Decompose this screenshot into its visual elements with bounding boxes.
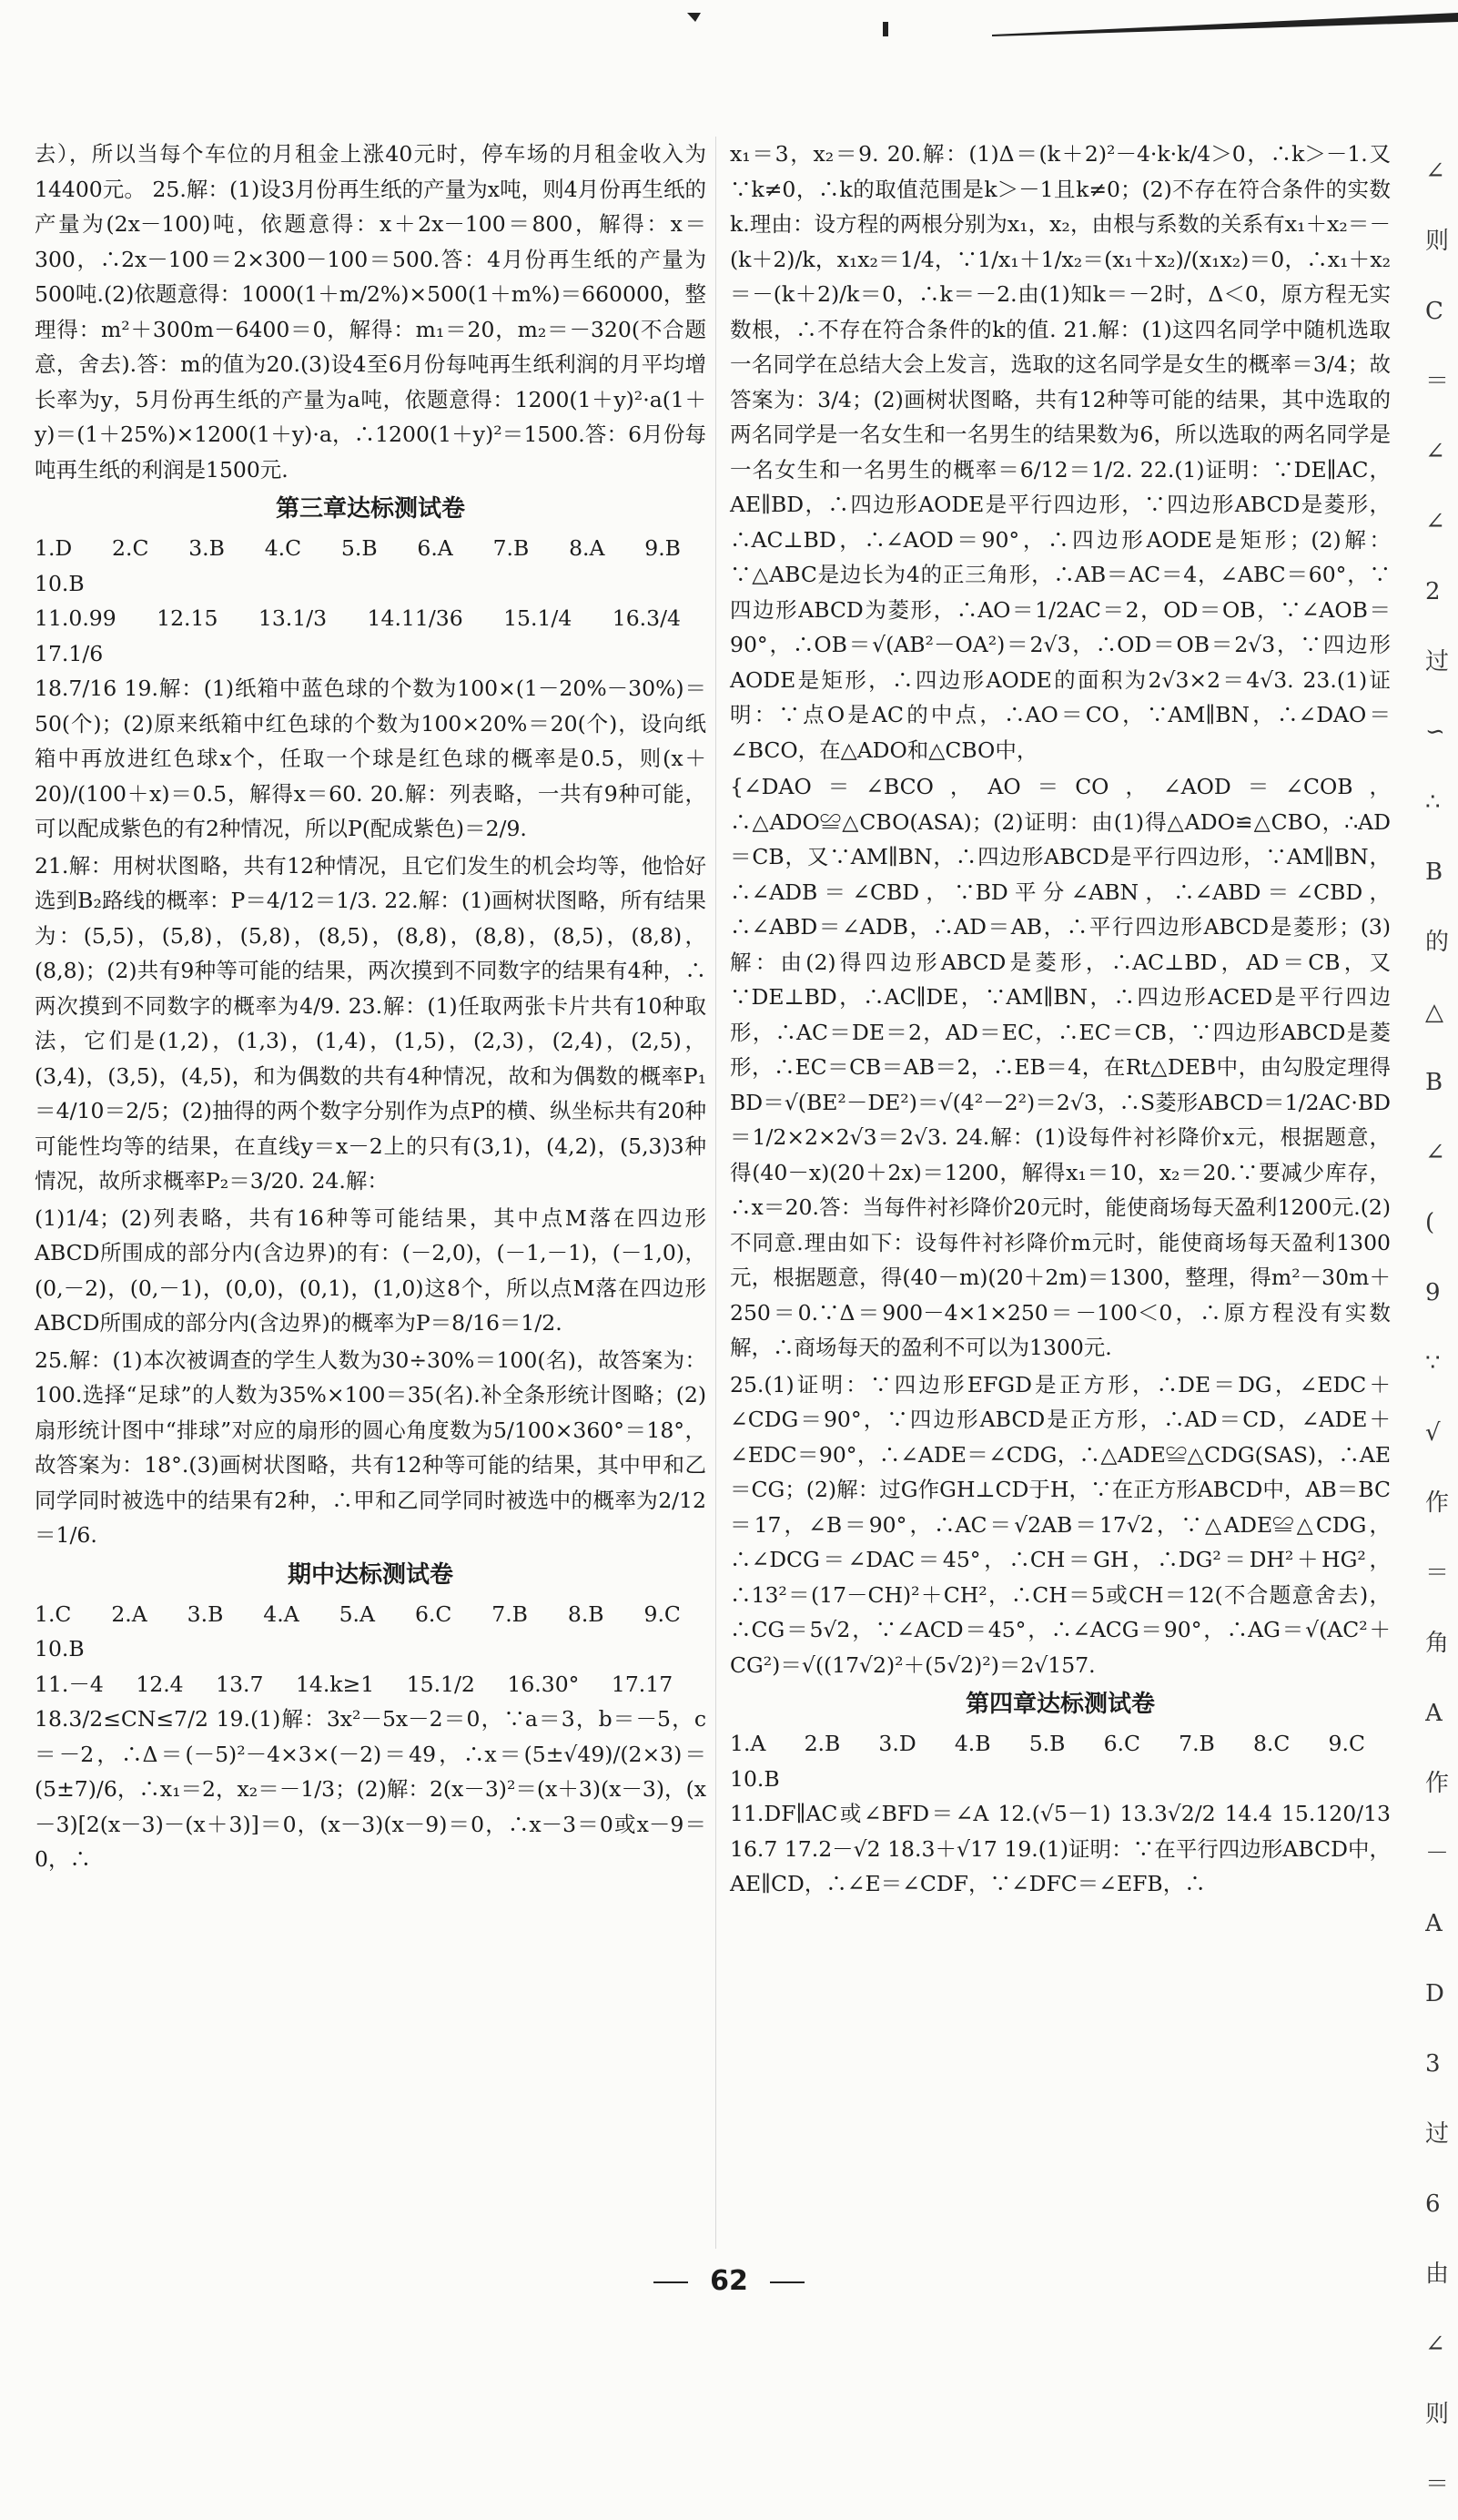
edge-glyph: ∠ [1425,508,1445,535]
edge-glyph: 过 [1425,648,1450,676]
cut-off-next-column [1425,137,1458,2520]
answer-item: 4.C [264,535,302,561]
answer-item: 15.1/2 [406,1671,475,1697]
answer-item: 8.A [569,535,605,561]
answer-item: 2.B [804,1731,841,1756]
column-divider [715,137,716,2249]
answer-item: 11.0.99 [35,605,116,631]
solution-text: {∠DAO＝∠BCO，AO＝CO，∠AOD＝∠COB，∴△ADO≌△CBO(ASA)；(2)证明：由(1)得△ADO≌△CBO，∴AD＝CB，又∵AM∥BN，∴四边形ABCD是平行四边形，∵AM∥BN，∴∠ADB＝∠CBD，∵BD平分∠ABN，∴∠ABD＝∠CBD，∴∠ABD＝∠ADB，∴AD＝AB，∴平行四边形ABCD是菱形；(3)解：由(2)得四边形ABCD是菱形，∴AC⊥BD，AD＝CB，又∵DE⊥BD，∴AC∥DE，∵AM∥BN，∴四边形ACED是平行四边形，∴AC＝DE＝2，AD＝EC，∴EC＝CB，∵四边形ABCD是菱形，∴EC＝CB＝AB＝2，∴EB＝4，在Rt△DEB中，由勾股定理得BD＝√(BE²－DE²)＝√(4²－2²)＝2√3，∴S菱形ABCD＝1/2AC·BD＝1/2×2×2√3＝2√3. 24.解：(1)设每件衬衫降价x元，根据题意，得(40－x)(20＋2x)＝1200，解得x₁＝10，x₂＝20.∵要减少库存，∴x＝20.答：当每件衬衫降价20元时，能使商场每天盈利1200元.(2)不同意.理由如下：设每件衬衫降价m元时，能使商场每天盈利1300元，根据题意，得(40－m)(20＋2m)＝1300，整理，得m²－30m＋250＝0.∵Δ＝900－4×1×250＝－100＜0，∴原方程没有实数解，∴商场每天的盈利不可以为1300元. [730,774,1391,1360]
edge-glyph: ＝ [1425,1560,1450,1587]
answer-item: 8.B [567,1600,604,1627]
solution-text: 25.解：(1)本次被调查的学生人数为30÷30%＝100(名)，故答案为：100.选择“足球”的人数为35%×100＝35(名).补全条形统计图略；(2)扇形统计图中“排球”对应的扇形的圆心角度数为5/100×360°＝18°，故答案为：18°.(3)画树状图略，共有12种等可能的结果，其中甲和乙同学同时被选中的结果有2种，∴甲和乙同学同时被选中的概率为2/12＝1/6. [35,1346,706,1548]
answer-item: 9.C [643,1600,681,1627]
section-title-chapter4: 第四章达标测试卷 [965,1691,1155,1718]
answer-item: 10.B [35,570,85,596]
answer-item: 1.C [35,1600,72,1627]
edge-glyph: － [1425,1840,1450,1867]
section-title-midterm: 期中达标测试卷 [287,1560,453,1589]
edge-glyph: ∴ [1425,788,1441,816]
answer-item: 5.B [340,535,378,561]
edge-glyph: 由 [1425,2261,1450,2288]
edge-glyph: 则 [1425,228,1450,255]
answer-item: 3.D [878,1731,916,1756]
page-number-dash [653,2281,688,2283]
answer-item: 16.30° [507,1671,580,1697]
edge-glyph: ( [1425,1209,1435,1236]
edge-glyph: 过 [1425,2120,1450,2148]
page-number-value: 62 [710,2265,748,2297]
edge-glyph: ∠ [1425,1139,1445,1166]
answer-item: 9.C [1328,1731,1365,1756]
answer-item: 3.B [188,535,225,561]
edge-glyph: 作 [1425,1489,1450,1517]
solution-text: 去），所以当每个车位的月租金上涨40元时，停车场的月租金收入为14400元。 25.解：(1)设3月份再生纸的产量为x吨，则4月份再生纸的产量为(2x－100)吨，依题意得：x＋2x－100＝800，解得：x＝300，∴2x－100＝2×300－100＝500.答：4月份再生纸的产量为500吨.(2)依题意得：1000(1＋m/2%)×500(1＋m%)＝660000，整理得：m²＋300m－6400＝0，解得：m₁＝20，m₂＝－320(不合题意，舍去).答：m的值为20.(3)设4至6月份每吨再生纸利润的月平均增长率为y，5月份再生纸的产量为a吨，依题意得：1200(1＋y)²·a(1＋y)＝(1＋25%)×1200(1＋y)·a，∴1200(1＋y)²＝1500.答：6月份每吨再生纸的利润是1500元. [35,141,706,483]
answer-item: 4.A [263,1600,299,1627]
edge-glyph: ∠ [1425,158,1445,185]
edge-glyph: 6 [1425,2190,1441,2218]
answer-item: 17.17 [611,1671,673,1697]
answer-item: 7.B [491,1600,528,1627]
answer-item: 6.C [414,1600,452,1627]
page-number-dash [770,2281,805,2283]
edge-glyph: A [1425,1910,1443,1937]
page-number [0,2265,1458,2297]
edge-glyph: 角 [1425,1630,1450,1657]
answer-item: 11.－4 [35,1671,104,1697]
answer-item: 6.C [1103,1731,1140,1756]
edge-glyph: 9 [1425,1279,1441,1306]
answer-item: 14.k≥1 [295,1671,375,1697]
answer-item: 1.A [730,1731,766,1756]
left-column [35,137,706,1879]
solution-text: 25.(1)证明：∵四边形EFGD是正方形，∴DE＝DG，∠EDC＋∠CDG＝90°，∵四边形ABCD是正方形，∴AD＝CD，∠ADE＋∠EDC＝90°，∴∠ADE＝∠CDG，∴△ADE≌△CDG(SAS)，∴AE＝CG；(2)解：过G作GH⊥CD于H，∵在正方形ABCD中，AB＝BC＝17，∠B＝90°，∴AC＝√2AB＝17√2，∵△ADE≌△CDG，∴∠DCG＝∠DAC＝45°，∴CH＝GH，∴DG²＝DH²＋HG²，∴13²＝(17－CH)²＋CH²，∴CH＝5或CH＝12(不合题意舍去)，∴CG＝5√2，∵∠ACD＝45°，∴∠ACG＝90°，∴AG＝√(AC²＋CG²)＝√((17√2)²＋(5√2)²)＝2√157. [730,1371,1391,1678]
edge-glyph: ＝ [1425,368,1450,395]
edge-glyph: 的 [1425,929,1450,956]
edge-glyph: C [1425,298,1443,325]
answer-item: 1.D [35,535,73,561]
answer-item: 12.4 [136,1671,184,1697]
solution-text: x₁＝3，x₂＝9. 20.解：(1)Δ＝(k＋2)²－4·k·k/4＞0，∴k＞－1.又∵k≠0，∴k的取值范围是k＞－1且k≠0；(2)不存在符合条件的实数k.理由：设方程的两根分别为x₁，x₂，由根与系数的关系有x₁＋x₂＝－(k＋2)/k，x₁x₂＝1/4，∵1/x₁＋1/x₂＝(x₁＋x₂)/(x₁x₂)＝0，∴x₁＋x₂＝－(k＋2)/k＝0，∴k＝－2.由(1)知k＝－2时，Δ＜0，原方程无实数根，∴不存在符合条件的k的值. 21.解：(1)这四名同学中随机选取一名同学在总结大会上发言，选取的这名同学是女生的概率＝3/4；故答案为：3/4；(2)画树状图略，共有12种等可能的结果，其中选取的两名同学是一名女生和一名男生的结果数为6，所以选取的两名同学是一名女生和一名男生的概率＝6/12＝1/2. 22.(1)证明：∵DE∥AC，AE∥BD，∴四边形AODE是平行四边形，∵四边形ABCD是菱形，∴AC⊥BD，∴∠AOD＝90°，∴四边形AODE是矩形；(2)解：∵△ABC是边长为4的正三角形，∴AB＝AC＝4，∠ABC＝60°，∵四边形ABCD为菱形，∴AO＝1/2AC＝2，OD＝OB，∵∠AOB＝90°，∴OB＝√(AB²－OA²)＝2√3，∴OD＝OB＝2√3，∵四边形AODE是矩形，∴四边形AODE的面积为2√3×2＝4√3. 23.(1)证明：∵点O是AC的中点，∴AO＝CO，∵AM∥BN，∴∠DAO＝∠BCO，在△ADO和△CBO中， [730,141,1391,763]
answer-item: 12.15 [157,605,218,631]
fill-answers [35,1667,706,1702]
choice-answers [35,531,706,601]
edge-glyph: D [1425,1980,1444,2007]
fill-answers [35,601,706,671]
answer-item: 10.B [730,1765,780,1792]
edge-glyph: ∠ [1425,2331,1445,2358]
answer-item: 15.1/4 [503,605,572,631]
answer-item: 17.1/6 [35,640,104,666]
edge-glyph: 则 [1425,2401,1450,2428]
answer-item: 9.B [644,535,681,561]
choice-answers [730,1726,1391,1796]
answer-item: 6.A [417,535,453,561]
answer-item: 3.B [187,1600,224,1627]
edge-glyph: ∵ [1425,1349,1441,1377]
edge-glyph: ＝ [1425,2471,1450,2498]
solution-text: (1)1/4；(2)列表略，共有16种等可能结果，其中点M落在四边形ABCD所围成的部分内(含边界)的有：(－2,0)，(－1,－1)，(－1,0)，(0,－2)，(0,－1)，(0,0)，(0,1)，(1,0)这8个，所以点M落在四边形ABCD所围成的部分内(含边界)的概率为P＝8/16＝1/2. [35,1204,706,1336]
answer-item: 14.11/36 [367,605,463,631]
edge-glyph: 2 [1425,578,1441,605]
edge-glyph: 3 [1425,2050,1441,2078]
solution-text: 18.3/2≤CN≤7/2 19.(1)解：3x²－5x－2＝0，∵a＝3，b＝－5，c＝－2，∴Δ＝(－5)²－4×3×(－2)＝49，∴x＝(5±√49)/(2×3)＝(5±7)/6，∴x₁＝2，x₂＝－1/3；(2)解：2(x－3)²＝(x＋3)(x－3)，(x－3)[2(x－3)－(x＋3)]＝0，(x－3)(x－9)＝0，∴x－3＝0或x－9＝0，∴ [35,1706,706,1872]
solution-text: 21.解：用树状图略，共有12种情况，且它们发生的机会均等，他恰好选到B₂路线的概率：P＝4/12＝1/3. 22.解：(1)画树状图略，所有结果为：(5,5)，(5,8)，(5,8)，(8,5)，(8,8)，(8,8)，(8,5)，(8,8)，(8,8)；(2)共有9种等可能的结果，两次摸到不同数字的结果有4种，∴两次摸到不同数字的概率为4/9. 23.解：(1)任取两张卡片共有10种取法，它们是(1,2)，(1,3)，(1,4)，(1,5)，(2,3)，(2,4)，(2,5)，(3,4)，(3,5)，(4,5)，和为偶数的共有4种情况，故和为偶数的概率P₁＝4/10＝2/5；(2)抽得的两个数字分别作为点P的横、纵坐标共有20种可能性均等的结果，在直线y＝x－2上的只有(3,1)，(4,2)，(5,3)3种情况，故所求概率P₂＝3/20. 24.解： [35,852,706,1194]
answer-item: 7.B [492,535,530,561]
section-title-chapter3: 第三章达标测试卷 [275,495,465,523]
edge-glyph: 作 [1425,1770,1450,1797]
answer-item: 7.B [1179,1731,1215,1756]
right-column [730,137,1391,1904]
edge-glyph: △ [1425,999,1443,1026]
edge-glyph: A [1425,1700,1443,1727]
answer-item: 2.C [112,535,149,561]
edge-glyph: B [1425,1069,1443,1096]
answer-item: 5.A [339,1600,376,1627]
answer-item: 4.B [954,1731,991,1756]
answer-item: 13.7 [216,1671,264,1697]
answer-item: 2.A [111,1600,147,1627]
answer-item: 10.B [35,1636,85,1661]
scan-edge [0,0,1458,36]
answer-item: 13.1/3 [258,605,328,631]
edge-glyph: ∠ [1425,438,1445,465]
edge-glyph: ∽ [1425,718,1445,746]
solution-text: 11.DF∥AC或∠BFD＝∠A 12.(√5－1) 13.3√2/2 14.4 15.120/13 16.7 17.2－√2 18.3＋√17 19.(1)证明：∵在平行四边形ABCD中，AE∥CD，∴∠E＝∠CDF，∵∠DFC＝∠EFB，∴ [730,1801,1391,1896]
answer-item: 8.C [1252,1731,1291,1756]
answer-item: 16.3/4 [612,605,681,631]
choice-answers [35,1597,706,1667]
edge-glyph: B [1425,859,1443,886]
answer-item: 5.B [1028,1731,1066,1756]
edge-glyph: √ [1425,1419,1441,1447]
solution-text: 18.7/16 19.解：(1)纸箱中蓝色球的个数为100×(1－20%－30%)＝50(个)；(2)原来纸箱中红色球的个数为100×20%＝20(个)，设向纸箱中再放进红色球x个，任取一个球是红色球的概率是0.5，则(x＋20)/(100＋x)＝0.5，解得x＝60. 20.解：列表略，一共有9种可能，可以配成紫色的有2种情况，所以P(配成紫色)＝2/9. [35,676,706,841]
